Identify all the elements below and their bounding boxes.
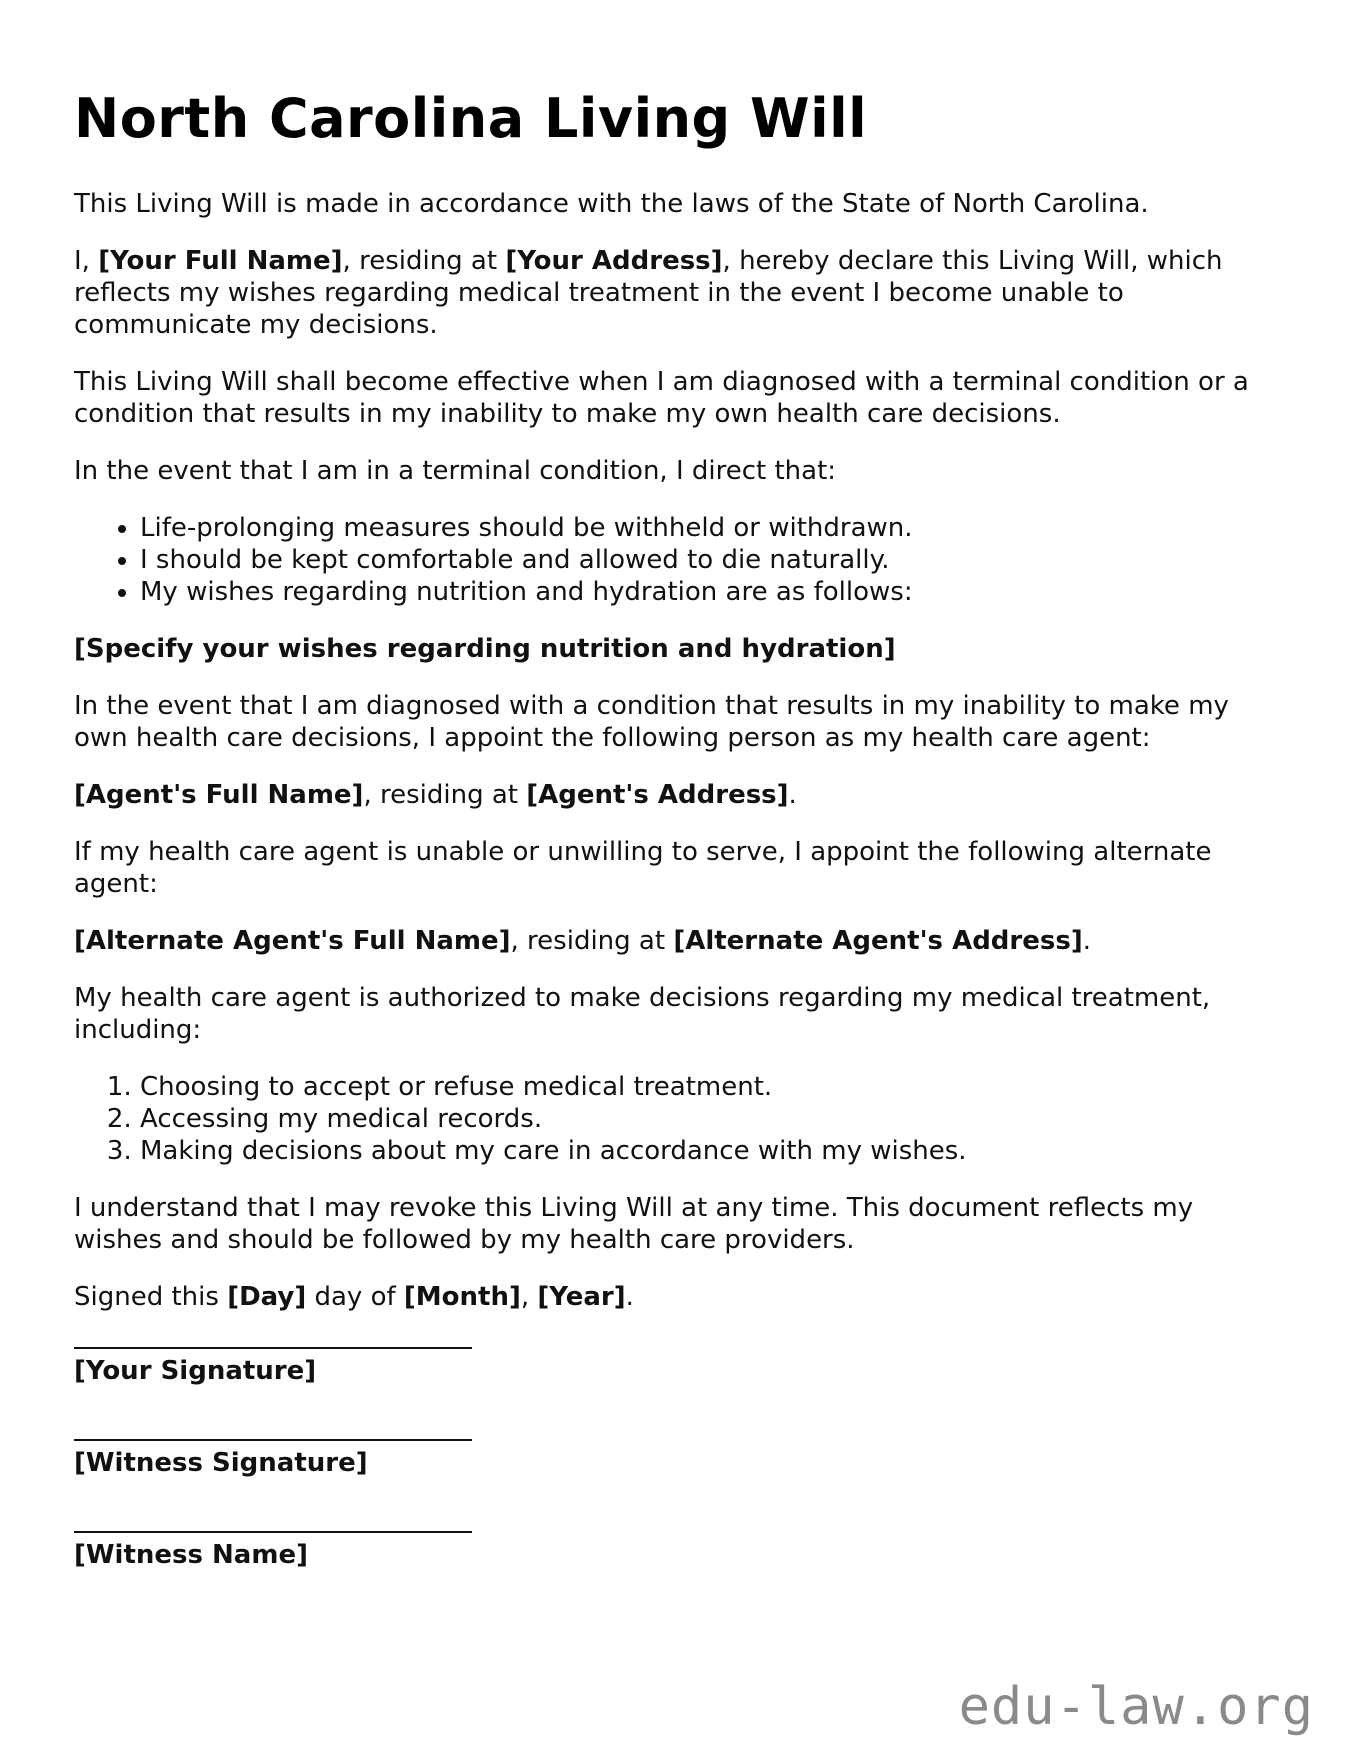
agent-text-mid: , residing at — [363, 780, 527, 810]
list-item: 2. Accessing my medical records. — [140, 1103, 1274, 1135]
your-signature-label: [Your Signature] — [74, 1356, 317, 1386]
witness-name-label: [Witness Name] — [74, 1540, 308, 1570]
agent-paragraph — [74, 779, 1274, 811]
alternate-text-end: . — [1082, 926, 1091, 956]
your-signature-field — [74, 1347, 1274, 1387]
month-placeholder: [Month] — [403, 1282, 521, 1312]
site-watermark: edu-law.org — [958, 1677, 1314, 1737]
alternate-address-placeholder: [Alternate Agent's Address] — [673, 926, 1083, 956]
signature-line — [74, 1347, 472, 1349]
witness-signature-label: [Witness Signature] — [74, 1448, 368, 1478]
declaration-text-1: I, — [74, 246, 99, 276]
declaration-text-3: , hereby declare this Living Will, which reflects my wishes regarding medical treatment in the event I become unable to communicate my decisions. — [74, 246, 1223, 340]
agent-address-placeholder: [Agent's Address] — [526, 780, 789, 810]
signature-block — [74, 1347, 1274, 1571]
effective-paragraph: This Living Will shall become effective when I am diagnosed with a terminal condition or a condition that results in my inability to make my own health care decisions. — [74, 367, 1249, 429]
declaration-paragraph — [74, 245, 1274, 341]
alternate-paragraph — [74, 925, 1274, 957]
year-placeholder: [Year] — [537, 1282, 626, 1312]
witness-signature-field — [74, 1439, 1274, 1479]
agent-name-placeholder: [Agent's Full Name] — [74, 780, 364, 810]
document-title: North Carolina Living Will — [74, 87, 868, 150]
your-full-name-placeholder: [Your Full Name] — [98, 246, 343, 276]
list-item: • I should be kept comfortable and allowed to die naturally. — [140, 544, 1274, 576]
list-item: 3. Making decisions about my care in accordance with my wishes. — [140, 1135, 1274, 1167]
signed-text-2: day of — [306, 1282, 404, 1312]
signed-text-1: Signed this — [74, 1282, 228, 1312]
alternate-text-mid: , residing at — [510, 926, 674, 956]
signature-line — [74, 1531, 472, 1533]
day-placeholder: [Day] — [227, 1282, 307, 1312]
signature-line — [74, 1439, 472, 1441]
signed-paragraph — [74, 1281, 1274, 1313]
nutrition-placeholder — [74, 633, 1274, 665]
your-address-placeholder: [Your Address] — [505, 246, 723, 276]
alternate-intro-paragraph: If my health care agent is unable or unwilling to serve, I appoint the following alternate agent: — [74, 837, 1212, 899]
agent-text-end: . — [788, 780, 797, 810]
declaration-text-2: , residing at — [342, 246, 506, 276]
intro-paragraph: This Living Will is made in accordance with the laws of the State of North Carolina. — [74, 189, 1149, 219]
list-item: • Life-prolonging measures should be withheld or withdrawn. — [140, 512, 1274, 544]
terminal-directives-list — [74, 512, 1274, 608]
nutrition-placeholder-text: [Specify your wishes regarding nutrition and hydration] — [74, 634, 896, 664]
document-page — [74, 88, 1274, 1571]
signed-text-4: . — [625, 1282, 634, 1312]
authority-list — [74, 1071, 1274, 1167]
authority-intro-paragraph: My health care agent is authorized to make decisions regarding my medical treatment, including: — [74, 983, 1211, 1045]
list-item: 1. Choosing to accept or refuse medical treatment. — [140, 1071, 1274, 1103]
signed-text-3: , — [520, 1282, 538, 1312]
terminal-intro-paragraph: In the event that I am in a terminal condition, I direct that: — [74, 456, 837, 486]
agent-intro-paragraph: In the event that I am diagnosed with a condition that results in my inability to make my own health care decisions, I appoint the following person as my health care agent: — [74, 691, 1229, 753]
witness-name-field — [74, 1531, 1274, 1571]
alternate-name-placeholder: [Alternate Agent's Full Name] — [74, 926, 511, 956]
revoke-paragraph: I understand that I may revoke this Living Will at any time. This document reflects my wishes and should be followed by my health care providers. — [74, 1193, 1194, 1255]
list-item: • My wishes regarding nutrition and hydration are as follows: — [140, 576, 1274, 608]
